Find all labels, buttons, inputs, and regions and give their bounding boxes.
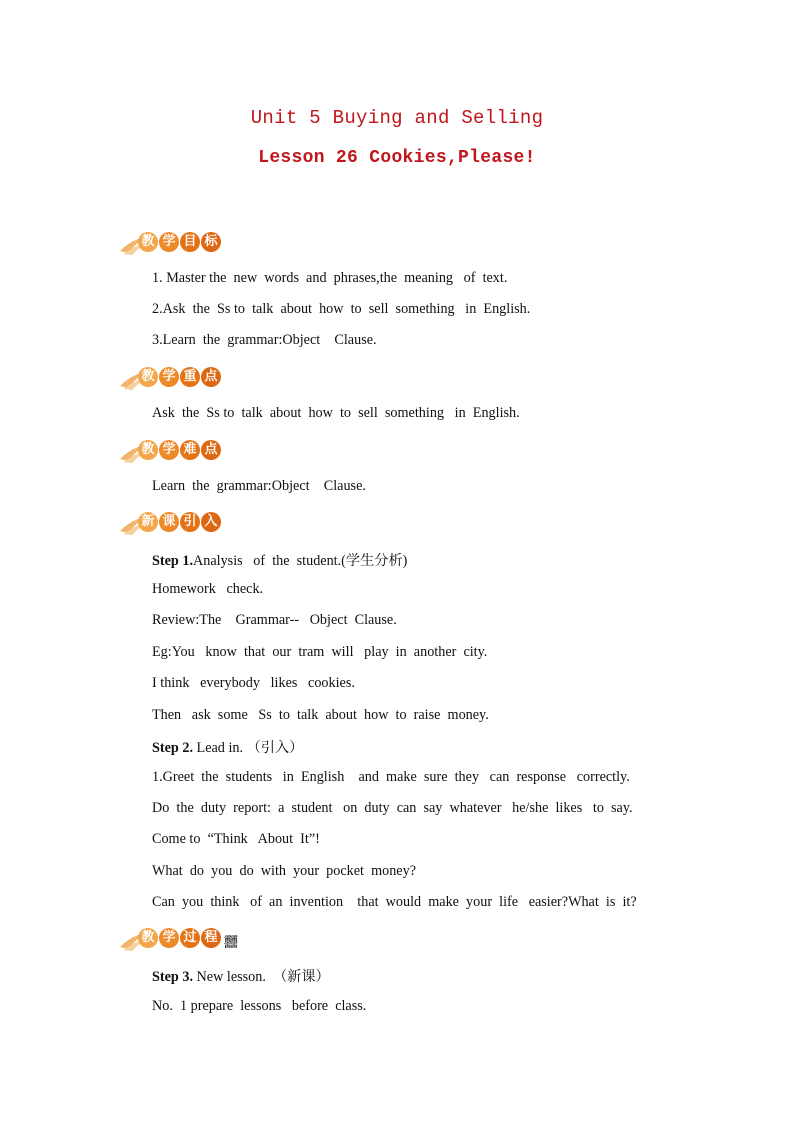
process-line-1: No. 1 prepare lessons before class. — [152, 998, 367, 1014]
badge-char: 学 — [159, 367, 179, 387]
badge-char: 标 — [201, 232, 221, 252]
step2-line — [152, 737, 303, 757]
lesson-title: Lesson 26 Cookies,Please! — [258, 148, 536, 168]
badge-teaching-process — [118, 925, 258, 951]
badge-char: 目 — [180, 232, 200, 252]
badge-char: 重 — [180, 367, 200, 387]
badge-char: 教 — [138, 232, 158, 252]
intro-line: Eg:You know that our tram will play in another city. — [152, 644, 488, 660]
badge-char: 教 — [138, 928, 158, 948]
badge-char: 入 — [201, 512, 221, 532]
intro-line: Do the duty report: a student on duty can say whatever he/she likes to say. — [152, 800, 633, 816]
step1-label: Step 1. — [152, 553, 193, 569]
step3-text: New lesson. （新课） — [193, 969, 330, 985]
intro-line: Then ask some Ss to talk about how to raise money. — [152, 707, 489, 723]
intro-line: Homework check. — [152, 581, 264, 597]
difficulty-line-1: Learn the grammar:Object Clause. — [152, 478, 366, 494]
intro-line: Review:The Grammar-- Object Clause. — [152, 612, 397, 628]
badge-introduction — [118, 509, 258, 535]
badge-char: 点 — [201, 367, 221, 387]
badge-char: 学 — [159, 928, 179, 948]
step2-label: Step 2. — [152, 740, 193, 756]
step3-label: Step 3. — [152, 969, 193, 985]
badge-char: 过 — [180, 928, 200, 948]
step2-text: Lead in. （引入） — [193, 740, 304, 756]
intro-line: 1.Greet the students in English and make sure they can response correctly. — [152, 769, 630, 785]
goal-line-1: 1. Master the new words and phrases,the meaning of text. — [152, 270, 508, 286]
intro-line: Can you think of an invention that would make your life easier?What is it? — [152, 894, 637, 910]
trailing-char: 䨻 — [224, 935, 238, 951]
step1-text: Analysis of the student.(学生分析) — [193, 553, 408, 569]
goal-line-3: 3.Learn the grammar:Object Clause. — [152, 332, 377, 348]
key-point-line-1: Ask the Ss to talk about how to sell something in English. — [152, 405, 520, 421]
badge-key-points — [118, 364, 258, 390]
intro-line: I think everybody likes cookies. — [152, 675, 355, 691]
badge-teaching-goals — [118, 229, 258, 255]
badge-char: 学 — [159, 232, 179, 252]
intro-line: What do you do with your pocket money? — [152, 863, 416, 879]
unit-title: Unit 5 Buying and Selling — [250, 107, 544, 129]
badge-char: 点 — [201, 440, 221, 460]
badge-char: 程 — [201, 928, 221, 948]
badge-char: 引 — [180, 512, 200, 532]
badge-difficulties — [118, 437, 258, 463]
badge-char: 教 — [138, 367, 158, 387]
step1-line — [152, 550, 407, 570]
badge-char: 学 — [159, 440, 179, 460]
badge-char: 课 — [159, 512, 179, 532]
step3-line — [152, 966, 330, 986]
badge-char: 教 — [138, 440, 158, 460]
badge-char: 难 — [180, 440, 200, 460]
intro-line: Come to “Think About It”! — [152, 831, 320, 847]
badge-char: 新 — [138, 512, 158, 532]
goal-line-2: 2.Ask the Ss to talk about how to sell something in English. — [152, 301, 531, 317]
